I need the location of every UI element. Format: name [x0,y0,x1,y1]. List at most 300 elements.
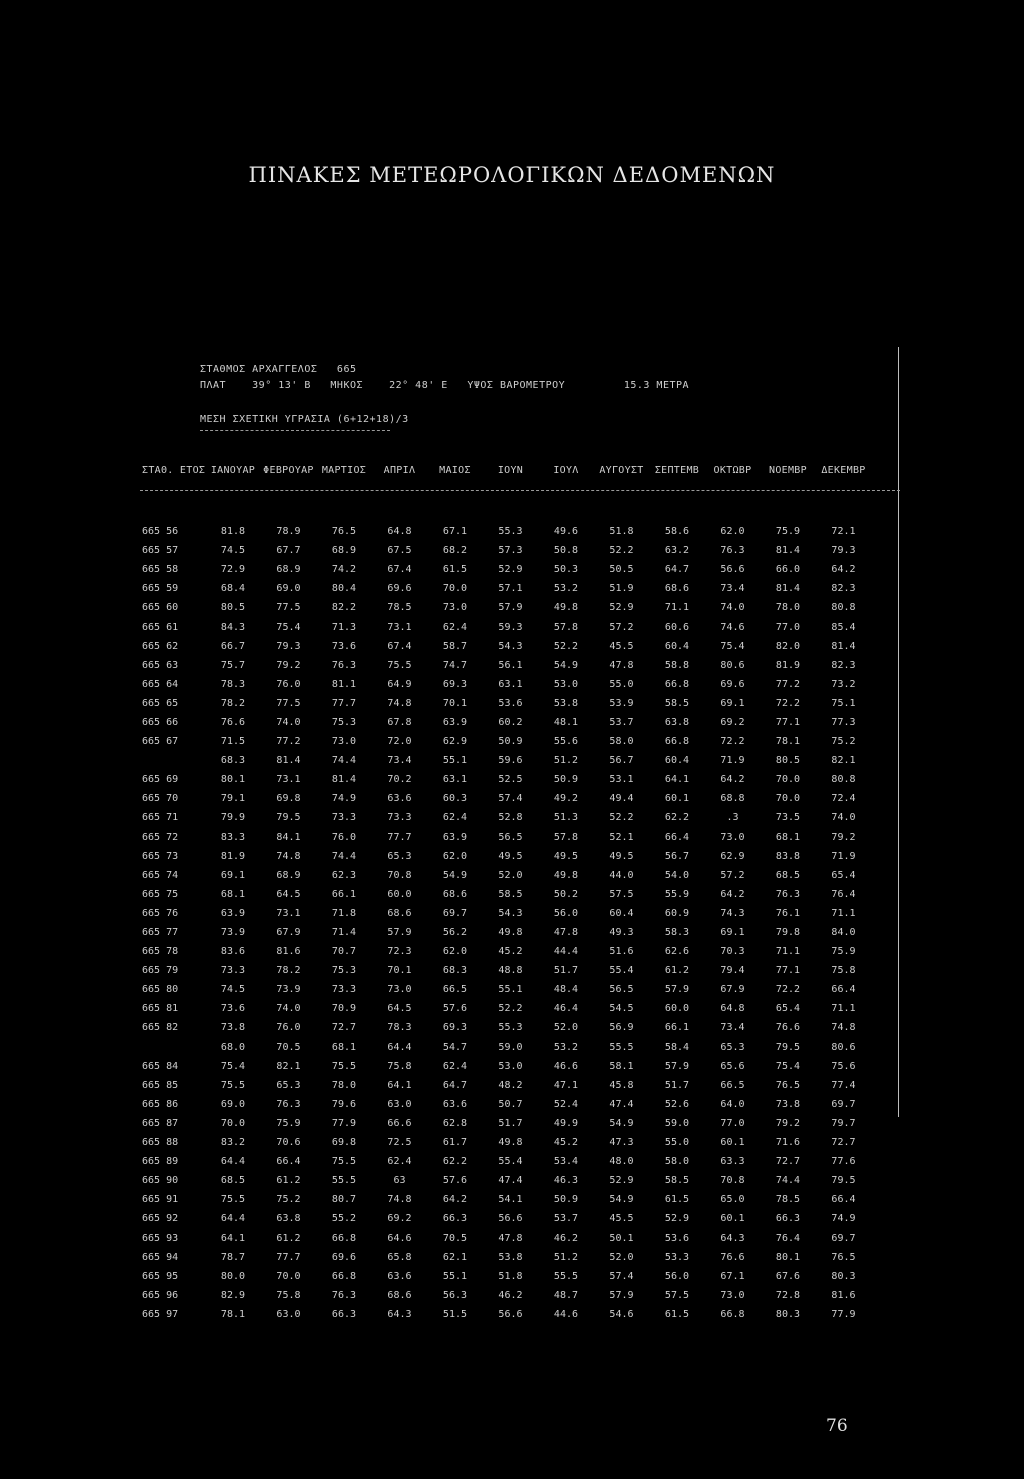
table-cell: 77.2 [276,736,301,748]
table-row [140,694,871,713]
table-cell: 66.8 [664,736,690,748]
table-cell: 64.2 [442,1194,468,1206]
table-cell: 49.5 [609,850,634,862]
table-cell: 53.6 [498,697,523,709]
table-cell: 49.9 [553,1117,579,1129]
table-cell: 47.8 [498,1232,523,1244]
row-label: 665 95 [142,1270,179,1282]
table-cell: 82.1 [276,1060,301,1072]
table-cell: 55.5 [553,1270,579,1282]
table-cell: 47.8 [553,927,579,939]
table-cell: 58.5 [664,697,690,709]
table-cell: 78.0 [331,1079,357,1091]
table-row [140,617,871,636]
table-cell: 77.7 [331,697,357,709]
column-header: ΣΤΑΘ. ΕΤΟΣ [142,464,206,476]
table-cell: 56.3 [442,1289,468,1301]
table-cell: 52.6 [664,1098,690,1110]
table-cell: 68.0 [220,1041,246,1053]
table-cell: 68.5 [220,1175,246,1187]
table-cell: 81.4 [775,545,801,557]
table-cell: 72.3 [387,946,412,958]
table-row [140,713,871,732]
table-cell: 55.5 [331,1175,357,1187]
row-label: 665 63 [142,659,179,671]
table-cell: 57.9 [664,1060,690,1072]
table-cell: 70.0 [775,774,801,786]
table-cell: 80.6 [831,1041,856,1053]
table-cell: 66.8 [664,678,690,690]
table-cell: 62.1 [442,1251,468,1263]
table-cell: 70.0 [775,793,801,805]
row-label: 665 79 [142,965,179,977]
table-cell: 76.5 [775,1079,801,1091]
row-label [140,1038,205,1057]
table-cell: 51.2 [553,755,579,767]
table-cell: 82.9 [220,1289,246,1301]
table-cell: 70.2 [387,774,412,786]
table-row [140,1018,871,1037]
table-cell: 71.6 [775,1137,801,1149]
table-cell: 49.5 [553,850,579,862]
table-cell: 57.6 [442,1003,468,1015]
table-cell: 83.8 [775,850,801,862]
table-cell: 46.6 [553,1060,579,1072]
row-label: 665 60 [142,602,179,614]
table-cell: 66.1 [664,1022,690,1034]
table-cell: 76.6 [775,1022,801,1034]
table-cell: 59.3 [498,621,523,633]
table-row [140,1305,871,1324]
table-cell: 72.7 [331,1022,357,1034]
row-label: 665 67 [142,736,179,748]
table-cell: 52.9 [664,1213,690,1225]
table-cell: 66.6 [387,1117,412,1129]
table-cell: 79.7 [831,1117,856,1129]
column-header: ΦΕΒΡΟΥΑΡ [263,464,314,476]
table-cell: 66.3 [442,1213,468,1225]
table-cell: 68.2 [442,545,468,557]
table-cell: 74.0 [276,1003,301,1015]
table-cell: 68.1 [220,888,246,900]
table-cell: 79.4 [720,965,745,977]
table-cell: 74.8 [831,1022,856,1034]
table-cell: 52.8 [498,812,523,824]
table-cell: 60.1 [720,1137,745,1149]
table-cell: 69.1 [720,697,745,709]
table-cell: 80.1 [775,1251,801,1263]
table-cell: 69.8 [331,1137,357,1149]
table-cell: 57.9 [498,602,523,614]
row-label: 665 80 [142,984,179,996]
table-cell: 77.1 [775,965,801,977]
table-cell: 60.4 [664,640,690,652]
table-cell: 75.2 [276,1194,301,1206]
table-cell: 67.8 [387,716,412,728]
table-cell: 73.4 [387,755,412,767]
table-cell: 79.9 [220,812,246,824]
table-cell: 73.1 [387,621,412,633]
row-label: 665 86 [142,1098,179,1110]
table-cell: 70.1 [387,965,412,977]
table-cell: 58.6 [664,526,690,538]
table-cell: 73.2 [831,678,856,690]
table-cell: 77.9 [831,1308,856,1320]
table-cell: 55.4 [498,1156,523,1168]
table-cell: 68.6 [387,1289,412,1301]
table-cell: 66.4 [831,984,856,996]
table-cell: 57.8 [553,831,579,843]
table-cell: 64.5 [387,1003,412,1015]
table-cell: 53.0 [553,678,579,690]
table-cell: 68.3 [220,755,246,767]
table-cell: 45.2 [498,946,523,958]
row-label: 665 92 [142,1213,179,1225]
table-cell: 73.3 [387,812,412,824]
table-cell: 77.2 [775,678,801,690]
table-cell: 52.2 [498,1003,523,1015]
table-cell: 79.8 [775,927,801,939]
table-cell: 71.5 [220,736,246,748]
table-cell: 84.1 [276,831,301,843]
table-cell: 62.0 [442,850,468,862]
table-cell: 74.8 [387,1194,412,1206]
table-cell: 74.2 [331,564,357,576]
table-cell: 46.3 [553,1175,579,1187]
table-cell: 56.1 [498,659,523,671]
table-cell: 80.3 [831,1270,856,1282]
table-cell: 84.3 [220,621,246,633]
table-cell: 75.5 [331,1060,357,1072]
table-cell: 81.4 [331,774,357,786]
table-row [140,637,871,656]
table-cell: 80.5 [775,755,801,767]
table-cell: 53.0 [498,1060,523,1072]
row-label: 665 90 [142,1175,179,1187]
table-cell: 79.2 [831,831,856,843]
table-cell: 54.6 [609,1308,634,1320]
table-cell: 75.8 [387,1060,412,1072]
table-cell: 66.4 [276,1156,301,1168]
table-cell: 49.5 [498,850,523,862]
table-cell: 65.3 [387,850,412,862]
table-cell: 53.3 [664,1251,690,1263]
table-cell: 56.6 [498,1213,523,1225]
table-cell: 78.5 [387,602,412,614]
table-cell: 47.8 [609,659,634,671]
table-cell: 81.1 [331,678,357,690]
table-cell: 70.9 [331,1003,357,1015]
table-cell: 76.0 [276,678,301,690]
table-cell: 76.3 [331,1289,357,1301]
column-header: ΑΥΓΟΥΣΤ [599,464,644,476]
table-cell: 45.2 [553,1137,579,1149]
table-cell: 71.1 [775,946,801,958]
table-cell: 55.0 [609,678,634,690]
table-cell: 66.3 [331,1308,357,1320]
table-cell: 62.6 [664,946,690,958]
table-cell: 52.9 [609,602,634,614]
table-cell: 61.5 [664,1194,690,1206]
table-cell: 51.5 [442,1308,468,1320]
table-row [140,1057,871,1076]
row-label: 665 96 [142,1289,179,1301]
table-cell: 76.3 [775,888,801,900]
table-cell: 62.9 [442,736,468,748]
page-number: 76 [826,1416,848,1436]
table-cell: 69.3 [442,1022,468,1034]
table-cell: 57.6 [442,1175,468,1187]
table-cell: 69.1 [720,927,745,939]
table-cell: 60.3 [442,793,468,805]
table-cell: 72.8 [775,1289,801,1301]
table-cell: 68.9 [276,869,301,881]
table-cell: 45.8 [609,1079,634,1091]
table-cell: 54.3 [498,640,523,652]
table-cell: 58.5 [664,1175,690,1187]
table-cell: 76.5 [831,1251,856,1263]
table-cell: 72.7 [831,1137,856,1149]
table-cell: 54.5 [609,1003,634,1015]
table-cell: 73.8 [220,1022,246,1034]
table-cell: 57.4 [498,793,523,805]
table-cell: 64.2 [831,564,856,576]
table-cell: 76.1 [775,907,801,919]
table-cell: 51.2 [553,1251,579,1263]
table-cell: 64.1 [664,774,690,786]
table-row [140,904,871,923]
table-cell: 74.4 [331,755,357,767]
table-row [140,847,871,866]
table-cell: 74.9 [331,793,357,805]
table-cell: 54.9 [442,869,468,881]
table-cell: 78.2 [276,965,301,977]
table-cell: 73.6 [220,1003,246,1015]
table-cell: 70.0 [220,1117,246,1129]
table-cell: 75.6 [831,1060,856,1072]
table-cell: 57.5 [664,1289,690,1301]
table-cell: 54.9 [609,1194,634,1206]
table-cell: 61.2 [276,1175,301,1187]
table-cell: 63.0 [276,1308,301,1320]
table-cell: 78.2 [220,697,246,709]
table-cell: 63.8 [276,1213,301,1225]
table-cell: 74.0 [831,812,856,824]
table-cell: 64.0 [720,1098,745,1110]
row-label: 665 71 [142,812,179,824]
table-cell: 64.8 [387,526,412,538]
table-cell: 69.0 [276,583,301,595]
table-cell: 72.1 [831,526,856,538]
table-row [140,1114,871,1133]
table-cell: 80.5 [220,602,246,614]
table-cell: 81.4 [831,640,856,652]
table-cell: 67.1 [442,526,468,538]
table-cell: 81.4 [276,755,301,767]
table-cell: 65.4 [775,1003,801,1015]
table-cell: 51.6 [609,946,634,958]
table-row [140,923,871,942]
table-cell: 73.4 [720,583,745,595]
table-cell: 77.4 [831,1079,856,1091]
table-row [140,885,871,904]
table-cell: 49.4 [609,793,634,805]
table-cell: 64.4 [220,1213,246,1225]
table-cell: 54.9 [553,659,579,671]
table-cell: 69.8 [276,793,301,805]
table-cell: 46.4 [553,1003,579,1015]
table-cell: 57.8 [553,621,579,633]
table-cell: 75.1 [831,697,856,709]
table-cell: 77.5 [276,602,301,614]
table-cell: 73.8 [775,1098,801,1110]
table-cell: 76.0 [331,831,357,843]
table-row [140,789,871,808]
table-cell: 57.2 [720,869,745,881]
table-cell: 64.9 [387,678,412,690]
station-coordinates: ΠΛΑΤ 39° 13' Β ΜΗΚΟΣ 22° 48' Ε ΥΨΟΣ ΒΑΡΟΜΕΤΡΟΥ 15.3 ΜΕΤΡΑ [200,380,690,391]
table-cell: 65.8 [387,1251,412,1263]
table-cell: 69.3 [442,678,468,690]
table-cell: 58.3 [664,927,690,939]
table-cell: 62.0 [720,526,745,538]
table-cell: 76.6 [720,1251,745,1263]
page-title: ΠΙΝΑΚΕΣ ΜΕΤΕΩΡΟΛΟΓΙΚΩΝ ΔΕΔΟΜΕΝΩΝ [248,163,776,187]
table-row [140,1267,871,1286]
table-cell: 69.2 [387,1213,412,1225]
row-label: 665 74 [142,869,179,881]
row-label: 665 70 [142,793,179,805]
table-cell: 78.7 [220,1251,246,1263]
table-row [140,980,871,999]
frame-line [898,347,899,1117]
table-cell: 49.6 [553,526,579,538]
table-cell: 55.1 [442,1270,468,1282]
row-label: 665 97 [142,1308,179,1320]
table-cell: 54.1 [498,1194,523,1206]
table-cell: 79.2 [276,659,301,671]
table-cell: 56.7 [664,850,690,862]
table-cell: 64.3 [387,1308,412,1320]
table-cell: 55.4 [609,965,634,977]
table-cell: 80.0 [220,1270,246,1282]
row-label: 665 94 [142,1251,179,1263]
table-cell: 51.9 [609,583,634,595]
table-cell: 53.1 [609,774,634,786]
table-cell: 58.7 [442,640,468,652]
table-cell: 56.7 [609,755,634,767]
row-label: 665 85 [142,1079,179,1091]
table-cell: 66.3 [775,1213,801,1225]
table-cell: 63.6 [387,793,412,805]
table-cell: 80.3 [775,1308,801,1320]
table-cell: 75.4 [775,1060,801,1072]
table-cell: 75.3 [331,965,357,977]
table-cell: 75.9 [831,946,856,958]
table-cell: 55.1 [498,984,523,996]
table-cell: 75.5 [220,1079,246,1091]
table-cell: 72.7 [775,1156,801,1168]
table-cell: 69.2 [720,716,745,728]
table-cell: 67.1 [720,1270,745,1282]
table-cell: 66.8 [720,1308,745,1320]
table-cell: 59.0 [664,1117,690,1129]
table-cell: 52.9 [609,1175,634,1187]
row-label: 665 62 [142,640,179,652]
row-label: 665 87 [142,1117,179,1129]
table-cell: .3 [726,812,739,824]
table-row [140,828,871,847]
table-cell: 75.8 [276,1289,301,1301]
table-cell: 63.3 [720,1156,745,1168]
table-cell: 48.4 [553,984,579,996]
table-cell: 79.6 [331,1098,357,1110]
table-cell: 69.6 [387,583,412,595]
table-cell: 73.4 [720,1022,745,1034]
table-cell: 72.2 [720,736,745,748]
table-cell: 69.7 [831,1232,856,1244]
table-cell: 68.6 [664,583,690,595]
column-header: ΙΟΥΝ [497,464,524,476]
table-cell: 51.7 [498,1117,523,1129]
table-row [140,751,871,770]
table-cell: 76.4 [775,1232,801,1244]
table-cell: 60.0 [664,1003,690,1015]
table-cell: 69.0 [220,1098,246,1110]
table-cell: 80.8 [831,602,856,614]
table-cell: 70.5 [276,1041,301,1053]
table-cell: 64.7 [442,1079,468,1091]
table-cell: 64.5 [276,888,301,900]
table-cell: 75.5 [331,1156,357,1168]
table-cell: 51.8 [498,1270,523,1282]
row-label: 665 64 [142,678,179,690]
table-cell: 71.1 [831,907,856,919]
table-cell: 78.1 [775,736,801,748]
table-row [140,1152,871,1171]
table-cell: 63.0 [387,1098,412,1110]
table-cell: 62.9 [720,850,745,862]
column-header: ΜΑΡΤΙΟΣ [321,464,367,476]
row-label: 665 82 [142,1022,179,1034]
header-row [140,456,871,484]
table-cell: 62.4 [442,621,468,633]
table-cell: 49.2 [553,793,579,805]
table-cell: 70.0 [442,583,468,595]
table-cell: 66.4 [664,831,690,843]
table-cell: 58.8 [664,659,690,671]
table-cell: 50.9 [498,736,523,748]
table-cell: 44.6 [553,1308,579,1320]
row-label [140,751,205,770]
table-cell: 82.0 [775,640,801,652]
table-cell: 72.9 [220,564,246,576]
row-label: 665 77 [142,927,179,939]
table-cell: 48.7 [553,1289,579,1301]
table-cell: 78.1 [220,1308,246,1320]
table-cell: 73.9 [276,984,301,996]
table-cell: 66.5 [442,984,468,996]
table-cell: 44.0 [609,869,634,881]
table-cell: 60.2 [498,716,523,728]
row-label: 665 76 [142,907,179,919]
table-cell: 77.5 [276,697,301,709]
table-cell: 46.2 [498,1289,523,1301]
table-cell: 70.1 [442,697,468,709]
table-cell: 52.2 [609,812,634,824]
table-row [140,1095,871,1114]
table-cell: 73.1 [276,774,301,786]
